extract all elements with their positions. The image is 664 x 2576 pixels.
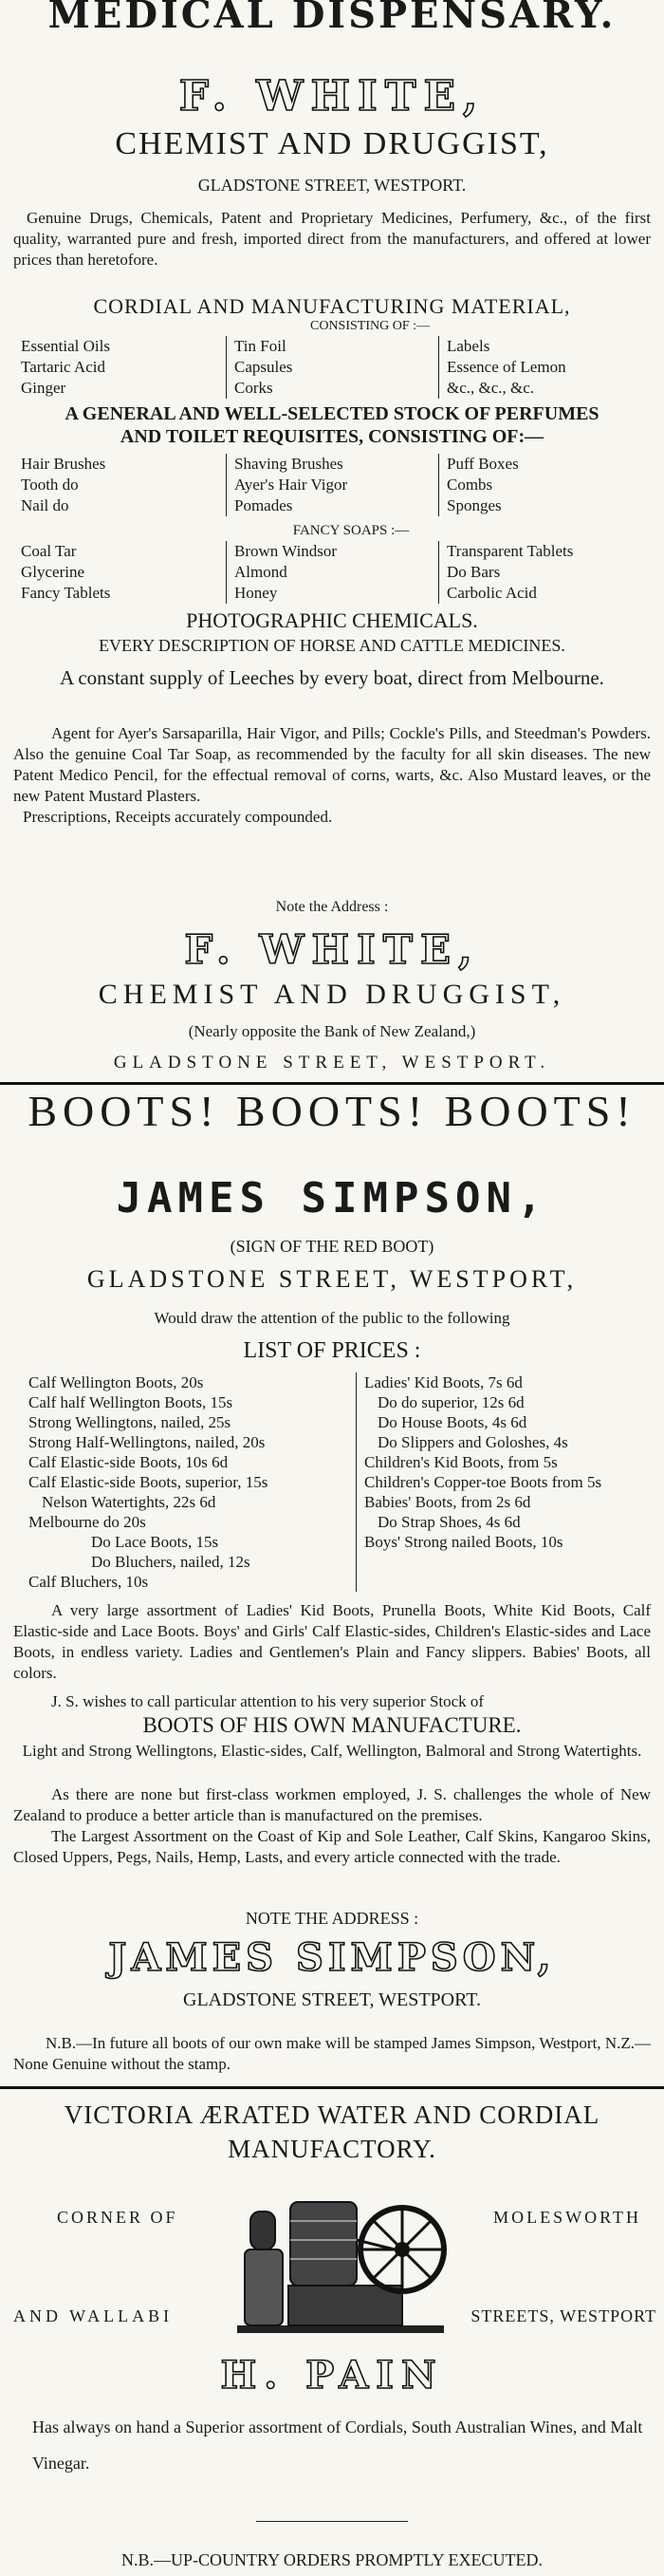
boots-attention: Would draw the attention of the public to the following [154, 1309, 510, 1327]
list-item: Tin Foil [234, 337, 286, 355]
price-item: Do Strap Shoes, 4s 6d [378, 1513, 521, 1531]
dispensary-address-2: GLADSTONE STREET, WESTPORT. [113, 1053, 551, 1073]
list-item: Essential Oils [21, 337, 110, 355]
boots-address2-block [0, 1988, 664, 2012]
price-column-men [28, 1372, 356, 1592]
challenge-text: As there are none but first-class workmen employed, J. S. challenges the whole of New Zealand to produce a better article than is manufactured on the premises. [13, 1785, 651, 1824]
price-item: Strong Half-Wellingtons, nailed, 20s [28, 1433, 266, 1451]
toilet-col-2 [226, 454, 438, 516]
dispensary-header-block [0, 0, 664, 38]
list-item: Brown Windsor [234, 542, 338, 560]
consisting-label: CONSISTING OF :— [309, 319, 430, 333]
boots-name-2: JAMES SIMPSON, [108, 1935, 556, 1980]
prescriptions-text: Prescriptions, Receipts accurately compounded. [23, 808, 333, 826]
price-item: Ladies' Kid Boots, 7s 6d [364, 1373, 523, 1391]
list-item: Fancy Tablets [21, 584, 111, 602]
price-item: Strong Wellingtons, nailed, 25s [28, 1413, 231, 1431]
leeches-block [0, 664, 664, 691]
boots-note: NOTE THE ADDRESS : [245, 1909, 419, 1928]
price-item: Do House Boots, 4s 6d [378, 1413, 527, 1431]
price-item: Calf Bluchers, 10s [28, 1573, 149, 1591]
price-item: Melbourne do 20s [28, 1513, 146, 1531]
list-item: Capsules [234, 358, 293, 376]
cordial-col-2 [226, 336, 438, 399]
challenge-block [0, 1784, 664, 1868]
aerated-header-2: MANUFACTORY. [228, 2135, 436, 2163]
boots-name2-block [0, 1936, 664, 1980]
divider-rule [256, 2521, 408, 2522]
assortment-block [0, 1600, 664, 1684]
list-item: Transparent Tablets [447, 542, 574, 560]
list-item: Sponges [447, 496, 502, 514]
list-item: Essence of Lemon [447, 358, 566, 376]
boots-attention-block [0, 1308, 664, 1329]
photo-head: PHOTOGRAPHIC CHEMICALS. [186, 608, 478, 632]
streets-westport: STREETS, WESTPORT [470, 2306, 656, 2325]
dispensary-intro: Genuine Drugs, Chemicals, Patent and Proprietary Medicines, Perfumery, &c., of the first quality, warranted pure and fresh, imported direct from the manufacturers, and offered at lower prices than heretofore. [13, 209, 651, 269]
list-item: Almond [234, 563, 287, 581]
divider-rule [0, 1082, 664, 1085]
horse-head: EVERY DESCRIPTION OF HORSE AND CATTLE MEDICINES. [99, 636, 565, 655]
dispensary-trade-2: CHEMIST AND DRUGGIST, [98, 979, 566, 1010]
dispensary-header: MEDICAL DISPENSARY. [47, 0, 617, 37]
stock-head-2: AND TOILET REQUISITES, CONSISTING OF:— [120, 426, 544, 447]
price-item: Nelson Watertights, 22s 6d [42, 1493, 216, 1511]
boots-name: JAMES SIMPSON, [116, 1174, 548, 1223]
toilet-col-1 [13, 454, 226, 516]
price-column-ladies [356, 1372, 664, 1592]
dispensary-note: Note the Address : [275, 899, 389, 915]
pain-name: H. PAIN [220, 2353, 444, 2398]
assortment-text: A very large assortment of Ladies' Kid Boots, Prunella Boots, White Kid Boots, Calf Elastic-side and Lace Boots. Boys' and Girls' Calf Elastic-sides, Children's Elastic-sides and Lace Boots, in endless variety. Ladies and Gentlemen's Plain and Fancy slippers. Babies' Boots, all colors. [13, 1601, 651, 1682]
soap-col-1 [13, 541, 226, 604]
list-head-block [0, 1336, 664, 1365]
price-item: Do Bluchers, nailed, 12s [91, 1553, 250, 1571]
soaps-head: FANCY SOAPS :— [292, 523, 410, 538]
price-item: Calf half Wellington Boots, 15s [28, 1393, 233, 1411]
stock-head-1: A GENERAL AND WELL-SELECTED STOCK OF PERFUMES [65, 403, 599, 424]
boots-nb: N.B.—In future all boots of our own make will be stamped James Simpson, Westport, N.Z.—None Genuine without the stamp. [13, 2034, 651, 2073]
list-item: Tartaric Acid [21, 358, 105, 376]
own-manufacture-head: BOOTS OF HIS OWN MANUFACTURE. [142, 1713, 522, 1737]
boots-address-2: GLADSTONE STREET, WESTPORT. [183, 1989, 481, 2010]
price-item: Calf Elastic-side Boots, superior, 15s [28, 1473, 268, 1491]
list-item: Tooth do [21, 476, 79, 494]
price-item: Babies' Boots, from 2s 6d [364, 1493, 531, 1511]
cordial-col-1 [13, 336, 226, 399]
list-of-prices-head: LIST OF PRICES : [243, 1338, 421, 1363]
list-item: Corks [234, 379, 273, 397]
dispensary-trade-block [0, 125, 664, 163]
corner-molesworth: MOLESWORTH [493, 2208, 641, 2227]
leeches-text: A constant supply of Leeches by every boat, direct from Melbourne. [60, 666, 604, 689]
list-item: Ayer's Hair Vigor [234, 476, 348, 494]
soap-col-3 [438, 541, 651, 604]
price-list [0, 1372, 664, 1592]
dispensary-address2-block [0, 1052, 664, 1074]
price-item: Boys' Strong nailed Boots, 10s [364, 1533, 563, 1551]
cordial-head-block [0, 294, 664, 319]
dispensary-trade: CHEMIST AND DRUGGIST, [115, 126, 549, 161]
light-text: Light and Strong Wellingtons, Elastic-sides, Calf, Wellington, Balmoral and Strong Watertights. [22, 1742, 642, 1760]
boots-header-block [0, 1086, 664, 1137]
own-manufacture-block [0, 1712, 664, 1739]
soap-col-2 [226, 541, 438, 604]
dispensary-opposite-block [0, 1021, 664, 1042]
list-item: Hair Brushes [21, 455, 106, 473]
up-country-footer: N.B.—UP-COUNTRY ORDERS PROMPTLY EXECUTED. [121, 2550, 543, 2569]
photo-head-block [0, 607, 664, 657]
list-item: Labels [447, 337, 490, 355]
wishes-text: J. S. wishes to call particular attention to his very superior Stock of [51, 1692, 485, 1710]
divider-rule [0, 2086, 664, 2089]
list-item: Coal Tar [21, 542, 77, 560]
boots-sign: (SIGN OF THE RED BOOT) [230, 1237, 434, 1256]
corner-of: CORNER OF [57, 2208, 178, 2227]
boots-note-block [0, 1908, 664, 1929]
list-item: Combs [447, 476, 493, 494]
light-block [0, 1741, 664, 1762]
has-always-block [0, 2409, 664, 2481]
aerated-header-block [0, 2098, 664, 2166]
boots-header: BOOTS! BOOTS! BOOTS! [28, 1087, 636, 1135]
list-item: Puff Boxes [447, 455, 519, 473]
price-item: Do Lace Boots, 15s [91, 1533, 219, 1551]
has-always-text: Has always on hand a Superior assortment of Cordials, South Australian Wines, and Malt Vinegar. [32, 2417, 643, 2473]
soap-columns [0, 541, 664, 604]
consisting-block [0, 319, 664, 334]
dispensary-address: GLADSTONE STREET, WESTPORT. [197, 176, 467, 195]
and-wallabi: AND WALLABI [13, 2306, 174, 2325]
cordial-columns [0, 336, 664, 399]
dispensary-note-block [0, 898, 664, 917]
dispensary-name: F. WHITE, [178, 72, 486, 121]
cordial-head: CORDIAL AND MANUFACTURING MATERIAL, [93, 294, 571, 318]
agent-block [0, 723, 664, 828]
cordial-col-3 [438, 336, 651, 399]
price-item: Do Slippers and Goloshes, 4s [378, 1433, 568, 1451]
price-item: Do do superior, 12s 6d [378, 1393, 525, 1411]
list-item: Glycerine [21, 563, 85, 581]
aerated-header-1: VICTORIA ÆRATED WATER AND CORDIAL [64, 2100, 600, 2129]
pain-name-block [0, 2354, 664, 2398]
soaps-head-block [0, 522, 664, 539]
largest-text: The Largest Assortment on the Coast of Kip and Sole Leather, Calf Skins, Kangaroo Skins, Closed Uppers, Pegs, Nails, Hemp, Lasts, and every article connected with the trade. [13, 1827, 651, 1866]
boots-address: GLADSTONE STREET, WESTPORT, [86, 1265, 578, 1293]
boots-sign-block [0, 1236, 664, 1257]
boots-nb-block [0, 2033, 664, 2075]
wishes-block [0, 1691, 664, 1712]
list-item: &c., &c., &c. [447, 379, 535, 397]
price-item: Calf Wellington Boots, 20s [28, 1373, 204, 1391]
toilet-col-3 [438, 454, 651, 516]
footer-block [0, 2549, 664, 2570]
boots-address-block [0, 1264, 664, 1295]
agent-text: Agent for Ayer's Sarsaparilla, Hair Vigor, and Pills; Cockle's Pills, and Steedman's Powders. Also the genuine Coal Tar Soap, as recommended by the faculty for all skin diseases. The new Patent Medico Pencil, for the effectual removal of corns, warts, &c. Also Mustard leaves, or the new Patent Mustard Plasters. [13, 724, 651, 805]
list-item: Do Bars [447, 563, 501, 581]
list-item: Honey [234, 584, 278, 602]
list-item: Shaving Brushes [234, 455, 343, 473]
aerated-water-machine-illustration [231, 2183, 450, 2344]
list-item: Pomades [234, 496, 293, 514]
list-item: Nail do [21, 496, 69, 514]
dispensary-opposite: (Nearly opposite the Bank of New Zealand,) [188, 1022, 476, 1040]
boots-name-block [0, 1175, 664, 1223]
price-item: Children's Copper-toe Boots from 5s [364, 1473, 602, 1491]
toilet-columns [0, 454, 664, 516]
dispensary-trade2-block [0, 978, 664, 1012]
dispensary-name-2: F. WHITE, [184, 926, 480, 973]
price-item: Children's Kid Boots, from 5s [364, 1453, 558, 1471]
dispensary-name2-block [0, 928, 664, 972]
stock-head-block [0, 402, 664, 448]
dispensary-intro-block [0, 208, 664, 271]
dispensary-address-block [0, 175, 664, 196]
dispensary-name-block [0, 74, 664, 120]
list-item: Ginger [21, 379, 66, 397]
price-item: Calf Elastic-side Boots, 10s 6d [28, 1453, 229, 1471]
list-item: Carbolic Acid [447, 584, 537, 602]
